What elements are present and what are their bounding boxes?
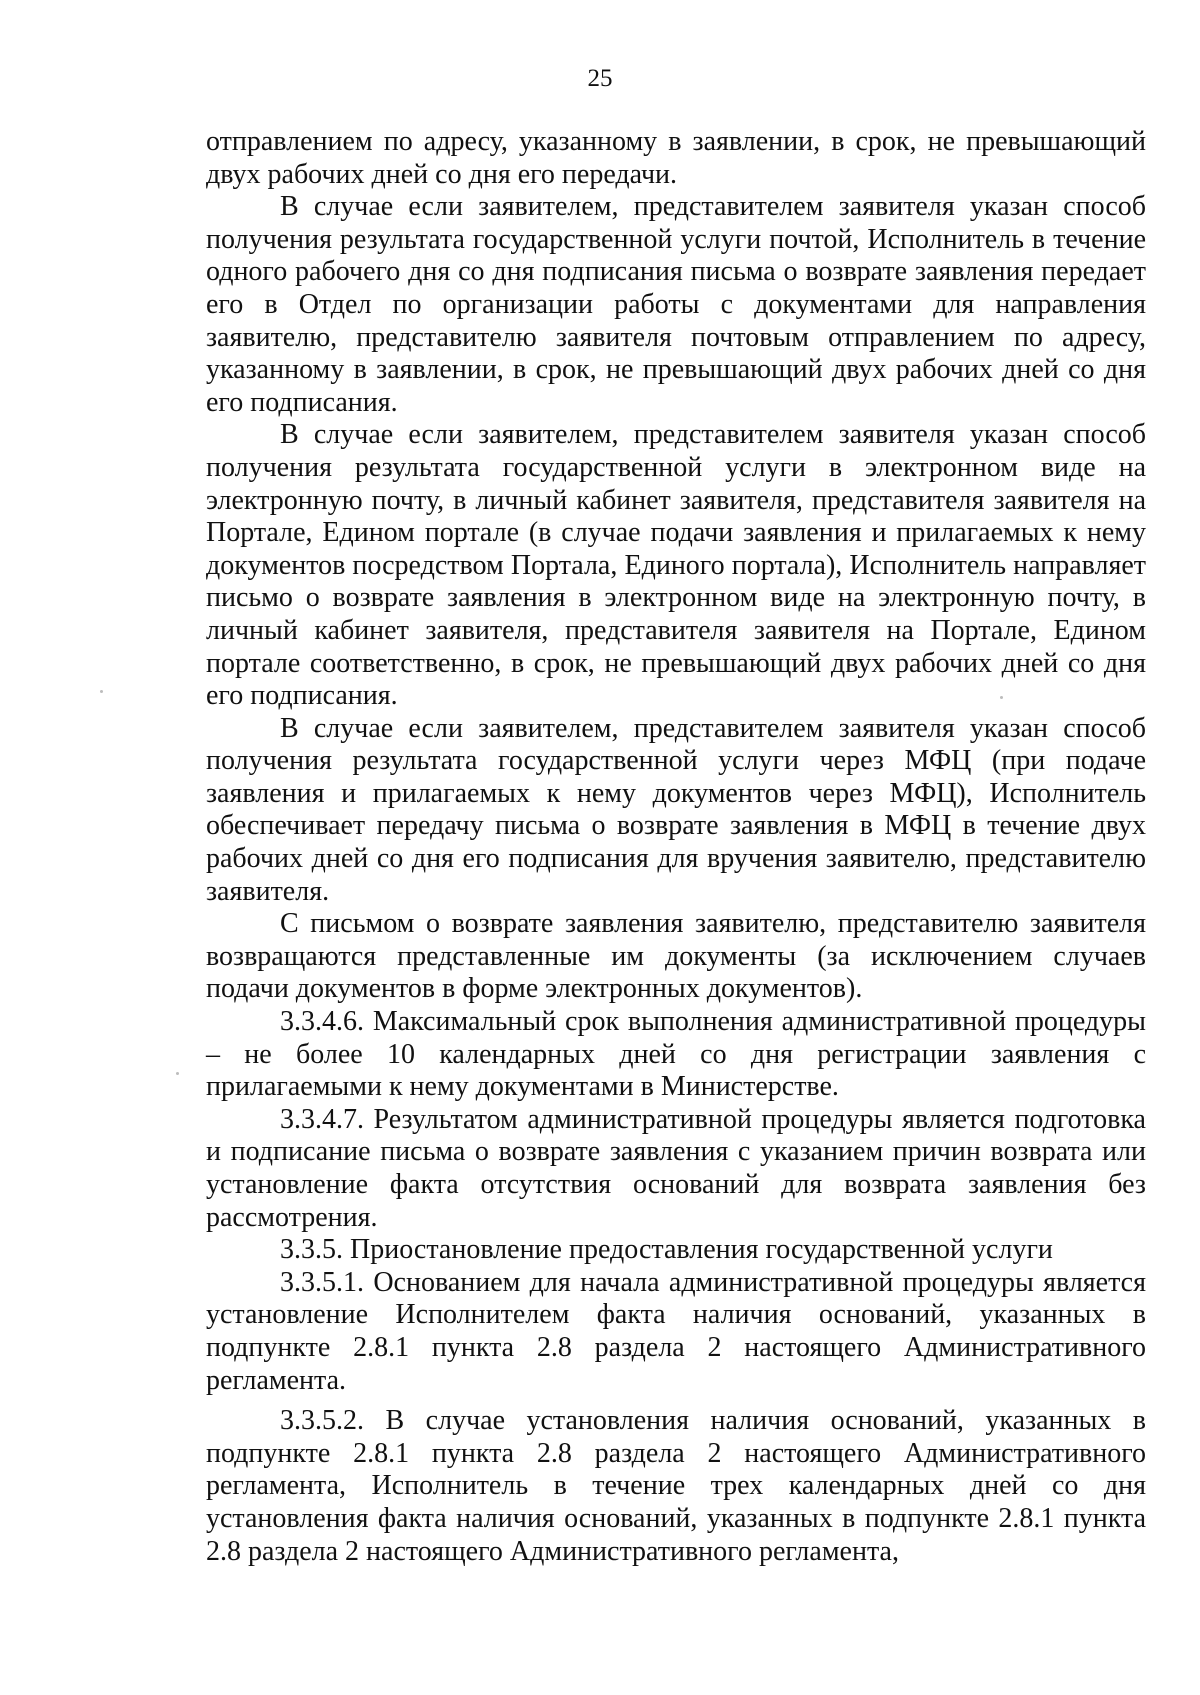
paragraph-electronic-delivery: В случае если заявителем, представителем заявителя указан способ получения результата государственной услуги в электронном виде на электронную почту, в личный кабинет заявителя, представителя заявителя на Портале, Едином портале (в случае подачи заявления и прилагаемых к нему документов посредством Портала, Единого портала), Исполнитель направляет письмо о возврате заявления в электронном виде на электронную почту, в личный кабинет заявителя, представителя заявителя на Портале, Едином портале соответственно, в срок, не превышающий двух рабочих дней со дня его подписания.: [206, 419, 1146, 712]
document-body: [206, 126, 1146, 1568]
scan-speck: [176, 1072, 179, 1075]
paragraph-continuation: отправлением по адресу, указанному в заявлении, в срок, не превышающий двух рабочих дней со дня его передачи.: [206, 126, 1146, 190]
paragraph-mfc-delivery: В случае если заявителем, представителем заявителя указан способ получения результата государственной услуги через МФЦ (при подаче заявления и прилагаемых к нему документов через МФЦ), Исполнитель обеспечивает передачу письма о возврате заявления в МФЦ в течение двух рабочих дней со дня его подписания для вручения заявителю, представителю заявителя.: [206, 712, 1146, 907]
scan-speck: [1000, 696, 1003, 699]
scan-speck: [100, 690, 103, 693]
paragraph-3-3-4-6: 3.3.4.6. Максимальный срок выполнения административной процедуры – не более 10 календарных дней со дня регистрации заявления с прилагаемыми к нему документами в Министерстве.: [206, 1006, 1146, 1103]
paragraph-documents-returned: С письмом о возврате заявления заявителю, представителю заявителя возвращаются представленные им документы (за исключением случаев подачи документов в форме электронных документов).: [206, 908, 1146, 1005]
paragraph-postal-delivery: В случае если заявителем, представителем заявителя указан способ получения результата государственной услуги почтой, Исполнитель в течение одного рабочего дня со дня подписания письма о возврате заявления передает его в Отдел по организации работы с документами для направления заявителю, представителю заявителя почтовым отправлением по адресу, указанному в заявлении, в срок, не превышающий двух рабочих дней со дня его подписания.: [206, 191, 1146, 418]
section-heading-3-3-5: 3.3.5. Приостановление предоставления государственной услуги: [280, 1234, 1053, 1266]
paragraph-3-3-5-2: 3.3.5.2. В случае установления наличия оснований, указанных в подпункте 2.8.1 пункта 2.8 раздела 2 настоящего Административного регламента, Исполнитель в течение трех календарных дней со дня установления факта наличия оснований, указанных в подпункте 2.8.1 пункта 2.8 раздела 2 настоящего Административного регламента,: [206, 1405, 1146, 1567]
paragraph-3-3-4-7: 3.3.4.7. Результатом административной процедуры является подготовка и подписание письма о возврате заявления с указанием причин возврата или установление факта отсутствия оснований для возврата заявления без рассмотрения.: [206, 1103, 1146, 1233]
page-number: 25: [587, 65, 613, 92]
paragraph-3-3-5-1: 3.3.5.1. Основанием для начала административной процедуры является установление Исполнителем факта наличия оснований, указанных в подпункте 2.8.1 пункта 2.8 раздела 2 настоящего Административного регламента.: [206, 1266, 1146, 1396]
